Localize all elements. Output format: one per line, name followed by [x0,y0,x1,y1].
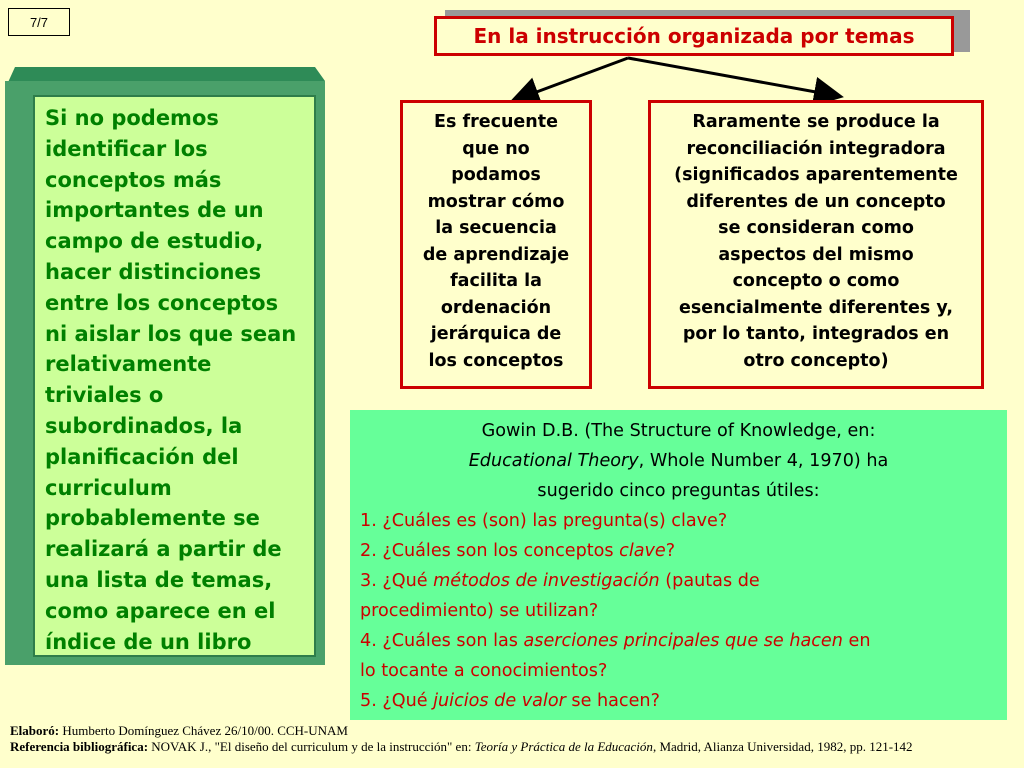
question-4-italic: aserciones principales que se hacen [523,631,843,651]
frequent-box-line: facilita la [450,271,542,291]
gowin-intro-rest: , Whole Number 4, 1970) ha [638,451,889,471]
topics-box-text [33,95,316,657]
topics-line: curriculum [45,475,172,500]
question-1: 1. ¿Cuáles es (son) las pregunta(s) clave? [360,511,728,531]
topics-line: importantes de un [45,198,264,223]
topics-line: una lista de temas, [45,567,273,592]
gowin-journal-title: Educational Theory [468,451,639,471]
topics-line: relativamente [45,352,212,377]
rarely-box-line: esencialmente diferentes y, [678,297,954,318]
rarely-box-line: diferentes de un concepto [686,191,946,212]
question-5-italic: juicios de valor [433,691,566,711]
topics-line: conceptos más [45,167,222,192]
topics-line: campo de estudio, [45,229,264,254]
question-5-text: 5. ¿Qué [360,691,434,711]
topics-line: realizará a partir de [45,537,282,562]
frequent-box-line: de aprendizaje [422,244,570,265]
gowin-questions-box [350,410,1007,720]
gowin-intro [360,416,997,506]
arrow-left [515,58,628,100]
footer-reference-text: NOVAK J., "El diseño del curriculum y de la instrucción" en: [148,739,475,754]
question-3-text: 3. ¿Qué [360,571,434,591]
topics-line: hacer distinciones [45,259,262,284]
topics-line: planificación del [45,444,239,469]
rarely-box-line: otro concepto) [743,350,889,371]
topics-line: triviales o [45,383,164,408]
question-4-tail: en [842,631,871,651]
topics-line: subordinados, la [45,413,243,438]
footer-reference-title: Teoría y Práctica de la Educación [474,739,653,754]
frequent-box-line: la secuencia [435,218,557,238]
rarely-box-line: se consideran como [718,218,914,238]
question-4-text: 4. ¿Cuáles son las [360,631,524,651]
rarely-box-line: concepto o como [732,271,900,291]
arrow-right [628,58,838,96]
question-3-tail: (pautas de [659,571,760,591]
rarely-box-line: por lo tanto, integrados en [682,324,950,344]
rarely-box-line: (significados aparentemente [674,165,958,185]
topics-line: como aparece en el [45,598,276,623]
rarely-box-line: Raramente se produce la [692,112,940,132]
question-2 [360,536,997,566]
footer-reference-label: Referencia bibliográfica: [10,739,149,754]
topics-line: entre los conceptos [45,290,279,315]
gowin-intro-line-1: Gowin D.B. (The Structure of Knowledge, en: [481,421,876,441]
topics-line: índice de un libro [45,629,252,654]
question-5-tail: se hacen? [565,691,660,711]
gowin-intro-line-3: sugerido cinco preguntas útiles: [537,481,820,501]
question-3 [360,566,997,596]
question-2-end: ? [665,541,676,561]
topics-line: ni aislar los que sean [45,321,297,346]
rarely-box [648,100,984,389]
frequent-box-line: que no [462,138,530,159]
question-2-text: 2. ¿Cuáles son los conceptos [360,541,620,561]
footer-author-text: Humberto Domínguez Chávez 26/10/00. CCH-UNAM [59,723,348,738]
gowin-intro-line-2 [360,446,997,476]
question-3-continued: procedimiento) se utilizan? [360,601,599,621]
footer-author [10,723,1020,739]
footer-author-label: Elaboró: [10,723,60,738]
rarely-box-line: reconciliación integradora [686,138,946,159]
frequent-box-line: mostrar cómo [427,191,565,212]
frequent-box-line: Es frecuente [434,112,558,132]
footer [10,723,1020,755]
question-3-italic: métodos de investigación [433,571,660,591]
frequent-box [400,100,592,389]
topics-line: probablemente se [45,506,260,531]
frequent-box-line: jerárquica de [430,324,562,344]
topics-line: identificar los [45,136,208,161]
topics-line: Si no podemos [45,106,219,130]
footer-reference [10,739,1020,755]
frequent-box-line: podamos [451,165,541,185]
page-title: En la instrucción organizada por temas [434,16,954,56]
question-2-italic: clave [619,541,666,561]
rarely-box-line: aspectos del mismo [718,244,914,265]
topics-box [5,67,325,665]
question-5 [360,686,997,716]
footer-reference-tail: , Madrid, Alianza Universidad, 1982, pp. 121-142 [652,739,913,754]
question-4-continued: lo tocante a conocimientos? [360,661,608,681]
page-number: 7/7 [8,8,70,36]
question-4 [360,626,997,656]
frequent-box-line: ordenación [440,297,552,318]
frequent-box-line: los conceptos [428,350,564,371]
